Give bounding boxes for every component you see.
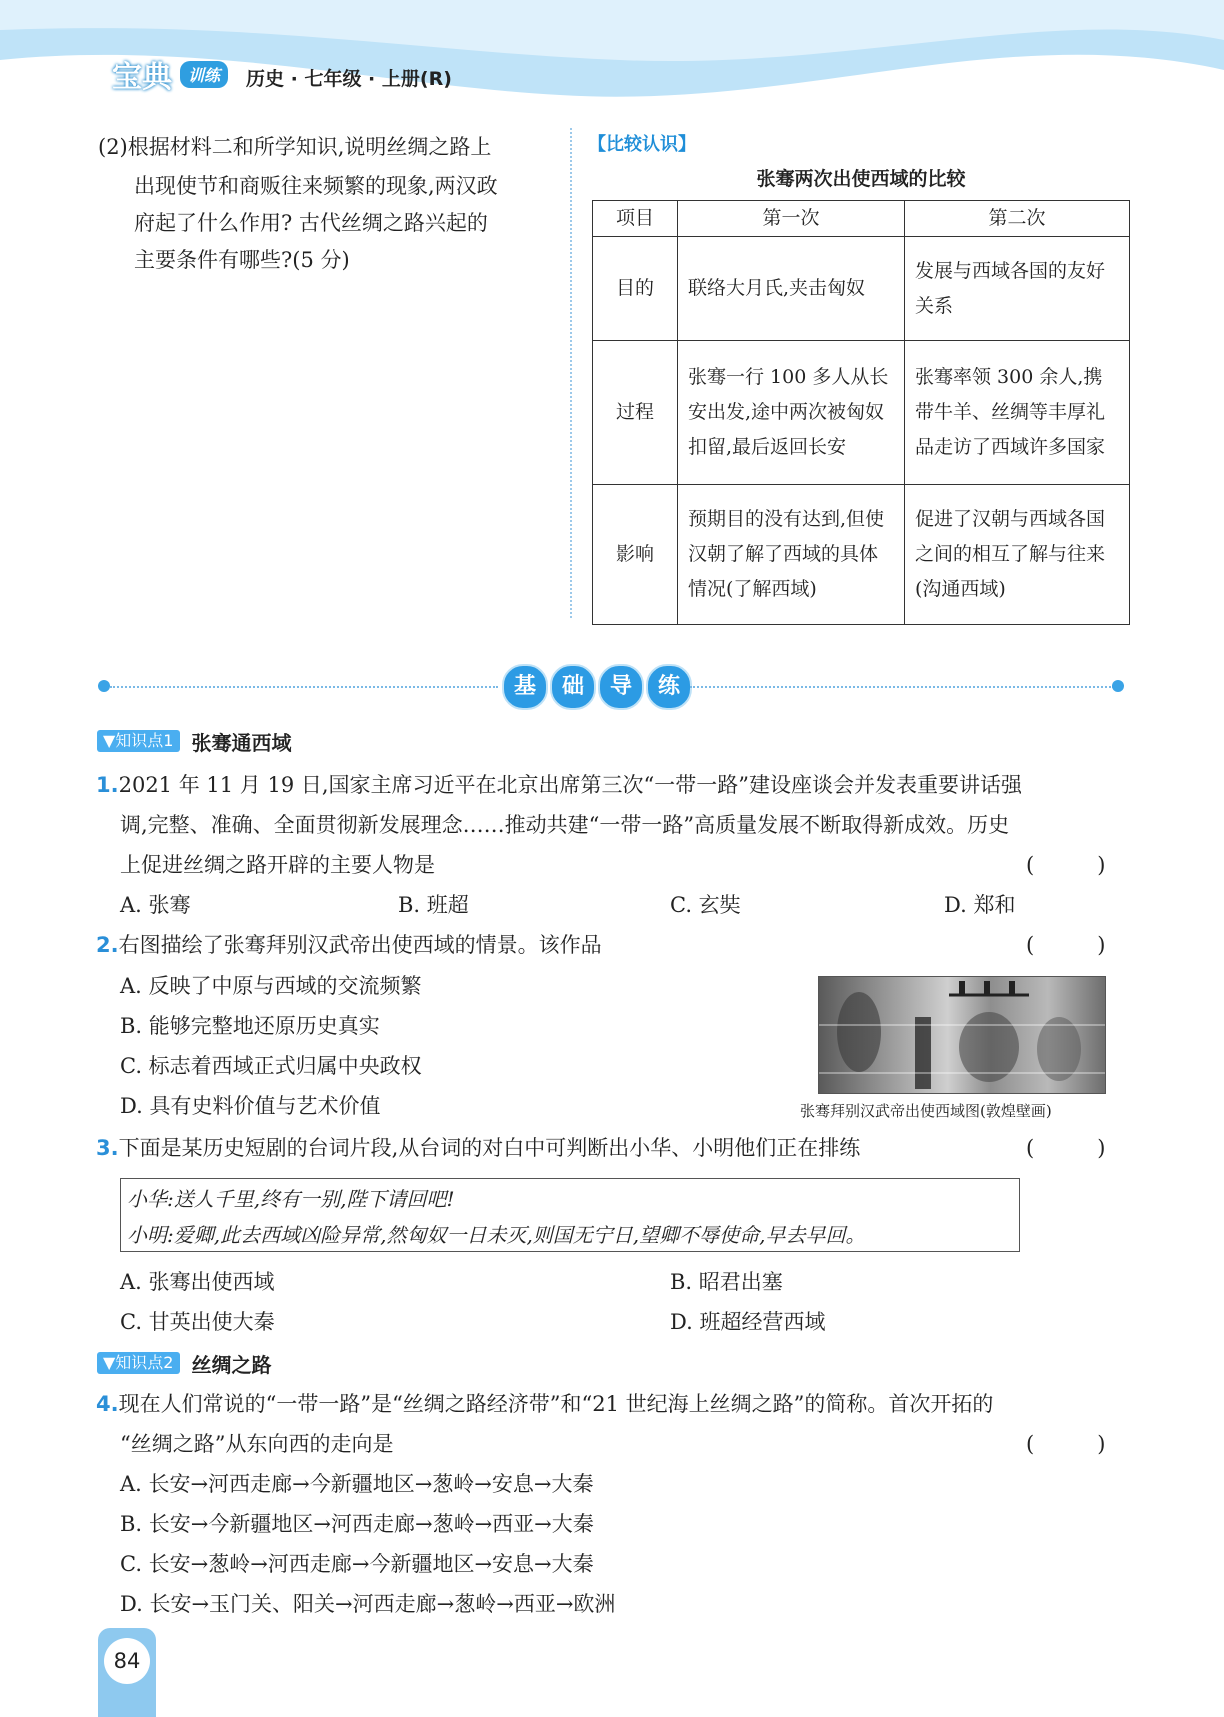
kp-badge: ▼知识点2 [97,1352,180,1374]
prev-question-line-2: 出现使节和商贩往来频繁的现象,两汉政 [134,174,498,198]
option-b: B. 昭君出塞 [670,1270,783,1294]
q4-text: 现在人们常说的“一带一路”是“丝绸之路经济带”和“21 世纪海上丝绸之路”的简称。首次开拓的 [118,1392,994,1416]
option-d: D. 班超经营西域 [670,1310,826,1334]
section-char: 练 [646,664,692,710]
option-b: B. 长安→今新疆地区→河西走廊→葱岭→西亚→大秦 [120,1512,594,1536]
option-a: A. 张骞出使西域 [120,1270,275,1294]
section-dot-right [1112,680,1124,692]
kp-badge: ▼知识点1 [97,730,180,752]
option-a: A. 反映了中原与西域的交流频繁 [120,974,422,998]
table-header-cell: 第一次 [678,201,905,237]
q4-line-1 [96,1384,993,1424]
section-char: 基 [502,664,548,710]
mural-image [818,976,1106,1094]
question-number: 4. [96,1392,119,1416]
answer-blank[interactable]: ( ) [1026,853,1106,877]
answer-blank[interactable]: ( ) [1026,1432,1106,1456]
q1-line-2: 调,完整、准确、全面贯彻新发展理念……推动共建“一带一路”高质量发展不断取得新成效。历史 [120,813,1010,837]
kp-title: 丝绸之路 [191,1352,272,1377]
kp-title: 张骞通西域 [191,730,292,755]
header-wave-banner [0,0,1224,110]
option-d: D. 长安→玉门关、阳关→河西走廊→葱岭→西亚→欧洲 [120,1592,616,1616]
knowledge-point-1 [97,730,292,755]
q1-line-3: 上促进丝绸之路开辟的主要人物是 [120,853,435,877]
answer-blank[interactable]: ( ) [1026,1136,1106,1160]
section-char: 础 [550,664,596,710]
option-b: B. 班超 [398,893,469,917]
option-d: D. 具有史料价值与艺术价值 [120,1094,381,1118]
dialog-line-1: 小华:送人千里,终有一别,陛下请回吧! [127,1187,455,1211]
table-header-cell: 项目 [593,201,678,237]
row-label: 影响 [593,485,678,625]
option-c: C. 玄奘 [670,893,741,917]
knowledge-point-2 [97,1352,272,1377]
q2-stem [96,925,602,965]
section-char: 导 [598,664,644,710]
figure-caption: 张骞拜别汉武帝出使西域图(敦煌壁画) [800,1102,1052,1120]
q4-line-2: “丝绸之路”从东向西的走向是 [120,1432,394,1456]
table-cell: 张骞率领 300 余人,携带牛羊、丝绸等丰厚礼品走访了西域许多国家 [905,341,1130,485]
option-c: C. 长安→葱岭→河西走廊→今新疆地区→安息→大秦 [120,1552,594,1576]
option-a: A. 张骞 [120,893,191,917]
running-title: 历史 · 七年级 · 上册(R) [246,68,452,90]
compare-table-title: 张骞两次出使西域的比较 [756,168,966,190]
q1-line-1 [96,765,1022,805]
q1-text: 2021 年 11 月 19 日,国家主席习近平在北京出席第三次“一带一路”建设座谈会并发表重要讲话强 [118,773,1023,797]
compare-tag: 【比较认识】 [588,134,696,155]
table-cell: 预期目的没有达到,但使汉朝了解了西域的具体情况(了解西域) [678,485,905,625]
table-cell: 张骞一行 100 多人从长安出发,途中两次被匈奴扣留,最后返回长安 [678,341,905,485]
q2-text: 右图描绘了张骞拜别汉武帝出使西域的情景。该作品 [118,933,602,957]
option-c: C. 甘英出使大秦 [120,1310,275,1334]
table-cell: 促进了汉朝与西域各国之间的相互了解与往来(沟通西域) [905,485,1130,625]
table-header-row [593,201,1130,237]
column-divider [570,128,572,618]
row-label: 目的 [593,237,678,341]
option-b: B. 能够完整地还原历史真实 [120,1014,380,1038]
q3-text: 下面是某历史短剧的台词片段,从台词的对白中可判断出小华、小明他们正在排练 [118,1136,861,1160]
logo-sub: 训练 [180,61,228,88]
answer-blank[interactable]: ( ) [1026,933,1106,957]
table-header-cell: 第二次 [905,201,1130,237]
prev-question-line-4: 主要条件有哪些?(5 分) [134,248,350,272]
option-c: C. 标志着西域正式归属中央政权 [120,1054,422,1078]
q3-stem [96,1128,860,1168]
question-number: 1. [96,773,119,797]
page-number: 84 [104,1638,150,1684]
section-dot-left [98,680,110,692]
compare-table [592,200,1130,625]
prev-question-line-1: (2)根据材料二和所学知识,说明丝绸之路上 [98,135,492,159]
section-line-right [690,686,1114,688]
table-cell: 发展与西域各国的友好关系 [905,237,1130,341]
prev-question-line-3: 府起了什么作用? 古代丝绸之路兴起的 [134,211,488,235]
dialog-line-2: 小明:爱卿,此去西域凶险异常,然匈奴一日未灭,则国无宁日,望卿不辱使命,早去早回。 [127,1223,866,1247]
dialog-box [120,1178,1020,1252]
row-label: 过程 [593,341,678,485]
question-number: 3. [96,1136,119,1160]
section-title [502,664,692,710]
table-cell: 联络大月氏,夹击匈奴 [678,237,905,341]
mural-figures [819,977,1105,1093]
table-row [593,485,1130,625]
section-line-left [110,686,498,688]
logo-main: 宝典 [112,60,172,95]
table-row [593,341,1130,485]
option-d: D. 郑和 [944,893,1016,917]
question-number: 2. [96,933,119,957]
option-a: A. 长安→河西走廊→今新疆地区→葱岭→安息→大秦 [120,1472,594,1496]
table-row [593,237,1130,341]
